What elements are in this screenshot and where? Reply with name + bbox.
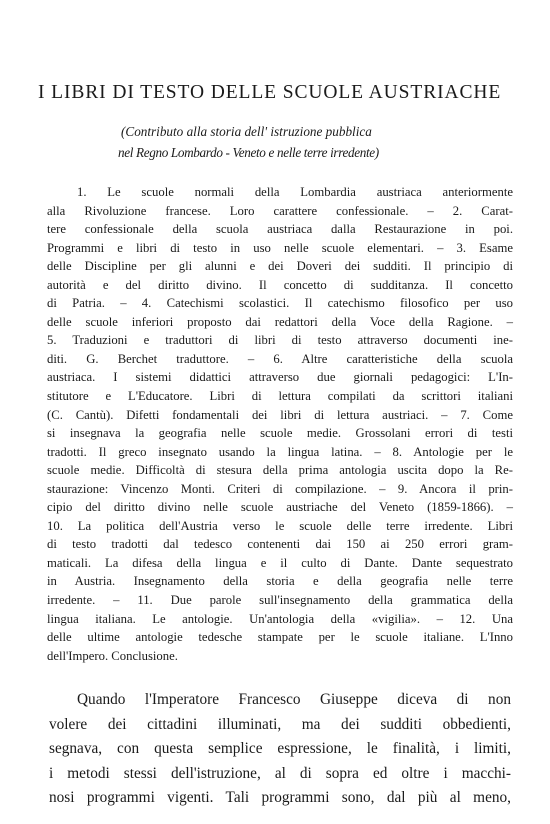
summary-line: di Patria. – 4. Catechismi scolastici. Il catechismo filosofico per uso	[47, 296, 513, 311]
body-line: i metodi stessi dell'istruzione, al di sopra ed oltre i macchi-	[49, 764, 511, 782]
summary-line: delle ultime antologie tedesche stampate per le scuole italiane. L'Inno	[47, 630, 513, 645]
summary-line: tere confessionale della scuola austriaca dalla Restaurazione in poi.	[47, 222, 513, 237]
summary-line: 10. La politica dell'Austria verso le scuole delle terre irredente. Libri	[47, 518, 513, 533]
summary-line: Programmi e libri di testo in uso nelle scuole elementari. – 3. Esame	[47, 240, 513, 255]
article-title: I LIBRI DI TESTO DELLE SCUOLE AUSTRIACHE	[38, 82, 502, 103]
subtitle-line-1: (Contributo alla storia dell' istruzione pubblica	[121, 124, 372, 139]
summary-line: staurazione: Vincenzo Monti. Criteri di compilazione. – 9. Ancora il prin-	[47, 481, 513, 496]
chapter-summary	[47, 183, 513, 665]
body-line: volere dei cittadini illuminati, ma dei sudditi obbedienti,	[49, 715, 511, 733]
body-line: nosi programmi vigenti. Tali programmi sono, dal più al meno,	[49, 789, 511, 807]
summary-line: autorità e del diritto divino. Il concetto di sudditanza. Il concetto	[47, 277, 513, 292]
summary-line: cipio del diritto divino nelle scuole austriache del Veneto (1859-1866). –	[47, 500, 513, 515]
subtitle-line-2: nel Regno Lombardo - Veneto e nelle terre irredente)	[118, 145, 379, 160]
summary-line: 5. Traduzioni e traduttori di libri di testo attraverso documenti ine-	[47, 333, 513, 348]
summary-line: tradotti. Il greco insegnato usando la lingua latina. – 8. Antologie per le	[47, 444, 513, 459]
summary-line: si insegnava la geografia nelle scuole medie. Grossolani errori di testi	[47, 426, 513, 441]
body-line: segnava, con questa semplice espressione, le finalità, i limiti,	[49, 740, 511, 758]
summary-line: scuole medie. Difficoltà di stesura della prima antologia uscita dopo la Re-	[47, 463, 513, 478]
summary-line: delle Discipline per gli alunni e dei Doveri dei sudditi. Il principio di	[47, 259, 513, 274]
summary-line: maticali. La difesa della lingua e il culto di Dante. Dante sequestrato	[47, 555, 513, 570]
summary-line: austriaca. I sistemi didattici attraverso due giornali pedagogici: L'In-	[47, 370, 513, 385]
summary-line: lingua italiana. Le antologie. Un'antologia della «vigilia». – 12. Una	[47, 611, 513, 626]
summary-line: dell'Impero. Conclusione.	[47, 648, 178, 663]
summary-line: stitutore e L'Educatore. Libri di lettura compilati da scrittori italiani	[47, 389, 513, 404]
summary-line: 1. Le scuole normali della Lombardia austriaca anteriormente	[77, 185, 513, 199]
summary-line: in Austria. Insegnamento della storia e della geografia nelle terre	[47, 574, 513, 589]
summary-line: alla Rivoluzione francese. Loro carattere confessionale. – 2. Carat-	[47, 203, 513, 218]
summary-line: (C. Cantù). Difetti fondamentali dei libri di lettura austriaci. – 7. Come	[47, 407, 513, 422]
body-paragraph	[49, 688, 511, 811]
summary-line: diti. G. Berchet traduttore. – 6. Altre caratteristiche della scuola	[47, 351, 513, 366]
summary-line: di testo tradotti dal tedesco contenenti dai 150 ai 250 errori gram-	[47, 537, 513, 552]
summary-line: delle scuole inferiori proposto dai redattori della Voce della Ragione. –	[47, 314, 513, 329]
summary-line: irredente. – 11. Due parole sull'insegnamento della grammatica della	[47, 593, 513, 608]
body-line: Quando l'Imperatore Francesco Giuseppe diceva di non	[77, 691, 511, 708]
